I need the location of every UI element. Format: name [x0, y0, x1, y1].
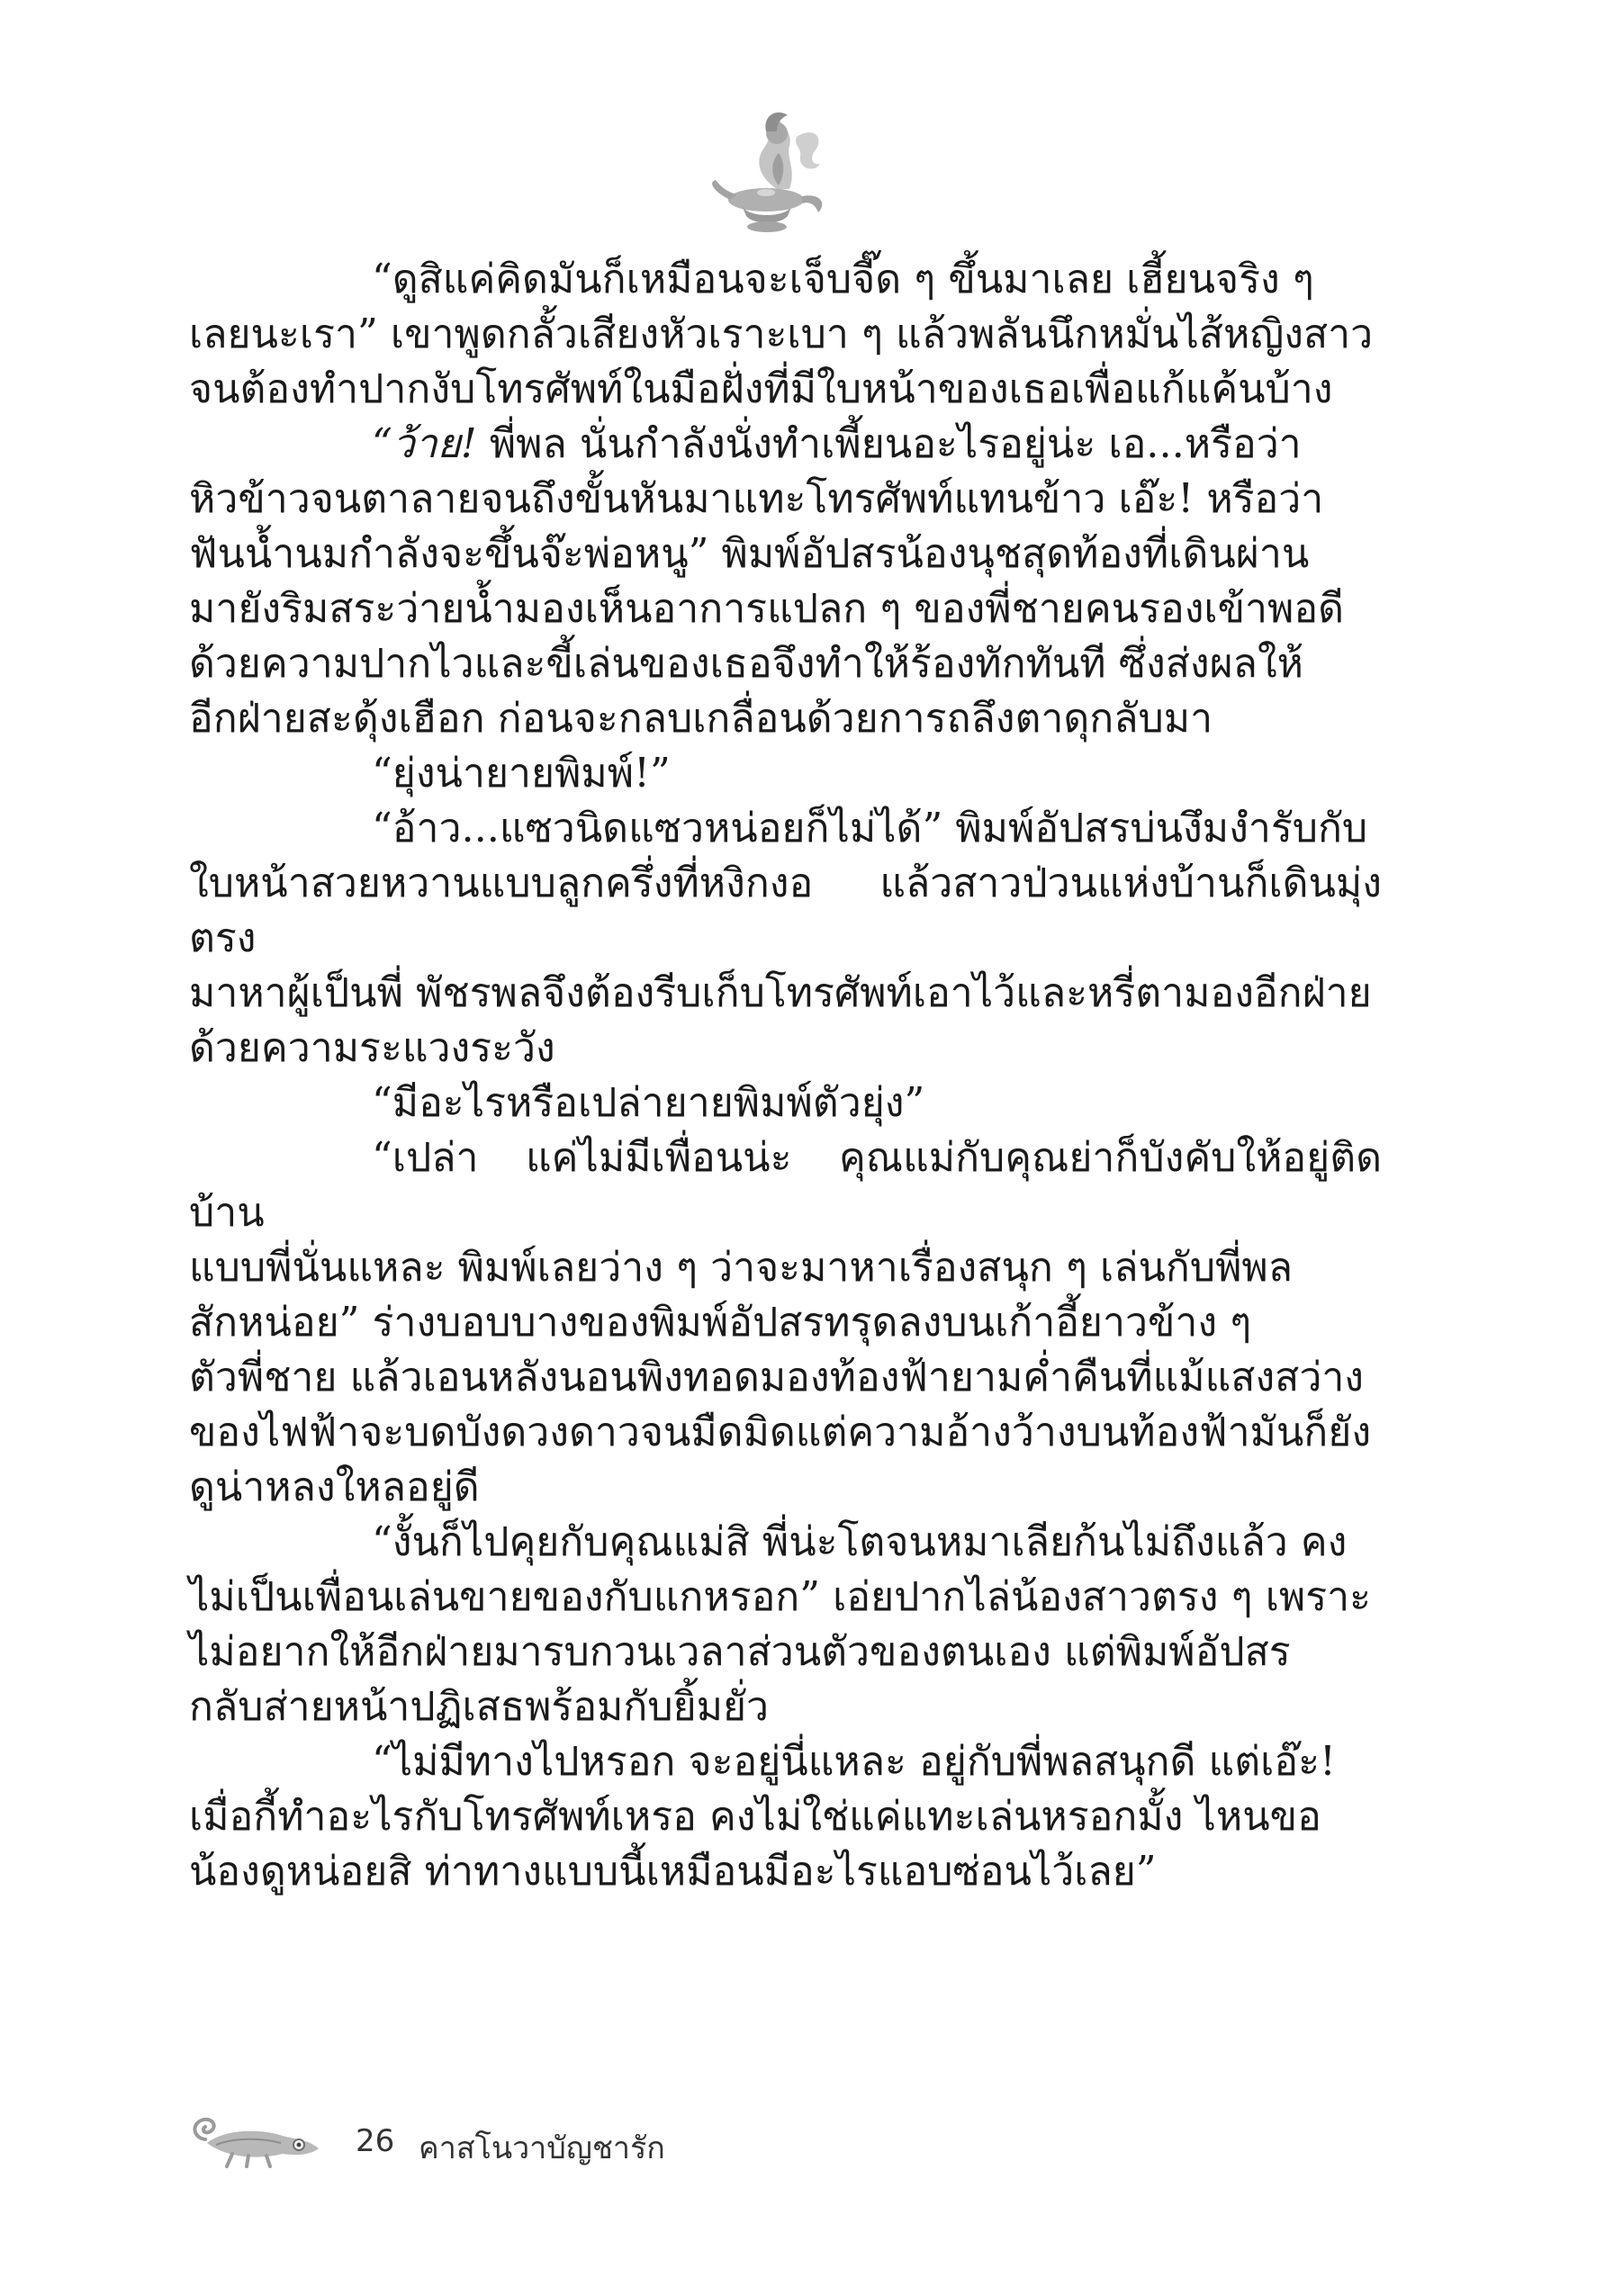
paragraph: “เปล่า แค่ไม่มีเพื่อนน่ะ คุณแม่กับคุณย่าก็บังคับให้อยู่ติดบ้าน แบบพี่นั่นแหละ พิมพ์เลยว่าง ๆ ว่าจะมาหาเรื่องสนุก ๆ เล่นกับพี่พล สักหน่อย” ร่างบอบบางของพิมพ์อัปสรทรุดลงบนเก้าอี้ยาวข้าง ๆ ตัวพี่ชาย แล้วเอนหลังนอนพิงทอดมองท้องฟ้ายามค่ำคืนที่แม้แสงสว่าง ของไฟฟ้าจะบดบังดวงดาวจนมืดมิดแต่ความอ้างว้างบนท้องฟ้ามันก็ยัง ดูน่าหลงใหลอยู่ดี [189, 1135, 1382, 1510]
paragraph: “ไม่มีทางไปหรอก จะอยู่นี่แหละ อยู่กับพี่พลสนุกดี แต่เอ๊ะ! เมื่อกี้ทำอะไรกับโทรศัพท์เหรอ คงไม่ใช่แค่แทะเล่นหรอกมั้ง ไหนขอ น้องดูหน่อยสิ ท่าทางแบบนี้เหมือนมีอะไรแอบซ่อนไว้เลย” [189, 1739, 1336, 1895]
paragraph: “ดูสิแค่คิดมันก็เหมือนจะเจ็บจี๊ด ๆ ขึ้นมาเลย เฮี้ยนจริง ๆ เลยนะเรา” เขาพูดกลั้วเสียงหัวเราะเบา ๆ แล้วพลันนึกหมั่นไส้หญิงสาว จนต้องทำปากงับโทรศัพท์ในมือฝั่งที่มีใบหน้าของเธอเพื่อแก้แค้นบ้าง [189, 257, 1374, 412]
body-text [189, 252, 1382, 1899]
page-footer [189, 2111, 819, 2174]
chameleon-icon [189, 2112, 324, 2170]
genie-lamp-icon [707, 106, 833, 241]
paragraph: “งั้นก็ไปคุยกับคุณแม่สิ พี่น่ะโตจนหมาเลียก้นไม่ถึงแล้ว คง ไม่เป็นเพื่อนเล่นขายของกับแกหรอก” เอ่ยปากไล่น้องสาวตรง ๆ เพราะ ไม่อยากให้อีกฝ่ายมารบกวนเวลาส่วนตัวของตนเอง แต่พิมพ์อัปสร กลับส่ายหน้าปฏิเสธพร้อมกับยิ้มยั่ว [189, 1519, 1372, 1730]
paragraph: “มีอะไรหรือเปล่ายายพิมพ์ตัวยุ่ง” [372, 1080, 925, 1126]
emphasis-text: “ว้าย! [372, 421, 477, 467]
book-title: คาสโนวาบัญชารัก [419, 2130, 665, 2166]
paragraph: “ยุ่งน่ายายพิมพ์!” [372, 751, 671, 797]
paragraph: “ว้าย! พี่พล นั่นกำลังนั่งทำเพี้ยนอะไรอยู่น่ะ เอ...หรือว่า หิวข้าวจนตาลายจนถึงขั้นหันมาแทะโทรศัพท์แทนข้าว เอ๊ะ! หรือว่า ฟันน้ำนมกำลังจะขึ้นจ๊ะพ่อหนู” พิมพ์อัปสรน้องนุชสุดท้องที่เดินผ่าน มายังริมสระว่ายน้ำมองเห็นอาการแปลก ๆ ของพี่ชายคนรองเข้าพอดี ด้วยความปากไวและขี้เล่นของเธอจึงทำให้ร้องทักทันที ซึ่งส่งผลให้ อีกฝ่ายสะดุ้งเฮือก ก่อนจะกลบเกลื่อนด้วยการถลึงตาดุกลับมา [189, 421, 1345, 742]
paragraph: “อ้าว...แซวนิดแซวหน่อยก็ไม่ได้” พิมพ์อัปสรบ่นงึมงำรับกับ ใบหน้าสวยหวานแบบลูกครึ่งที่หงิกงอ แล้วสาวป่วนแห่งบ้านก็เดินมุ่งตรง มาหาผู้เป็นพี่ พัชรพลจึงต้องรีบเก็บโทรศัพท์เอาไว้และหรี่ตามองอีกฝ่าย ด้วยความระแวงระวัง [189, 806, 1382, 1071]
page-number: 26 [356, 2123, 395, 2159]
